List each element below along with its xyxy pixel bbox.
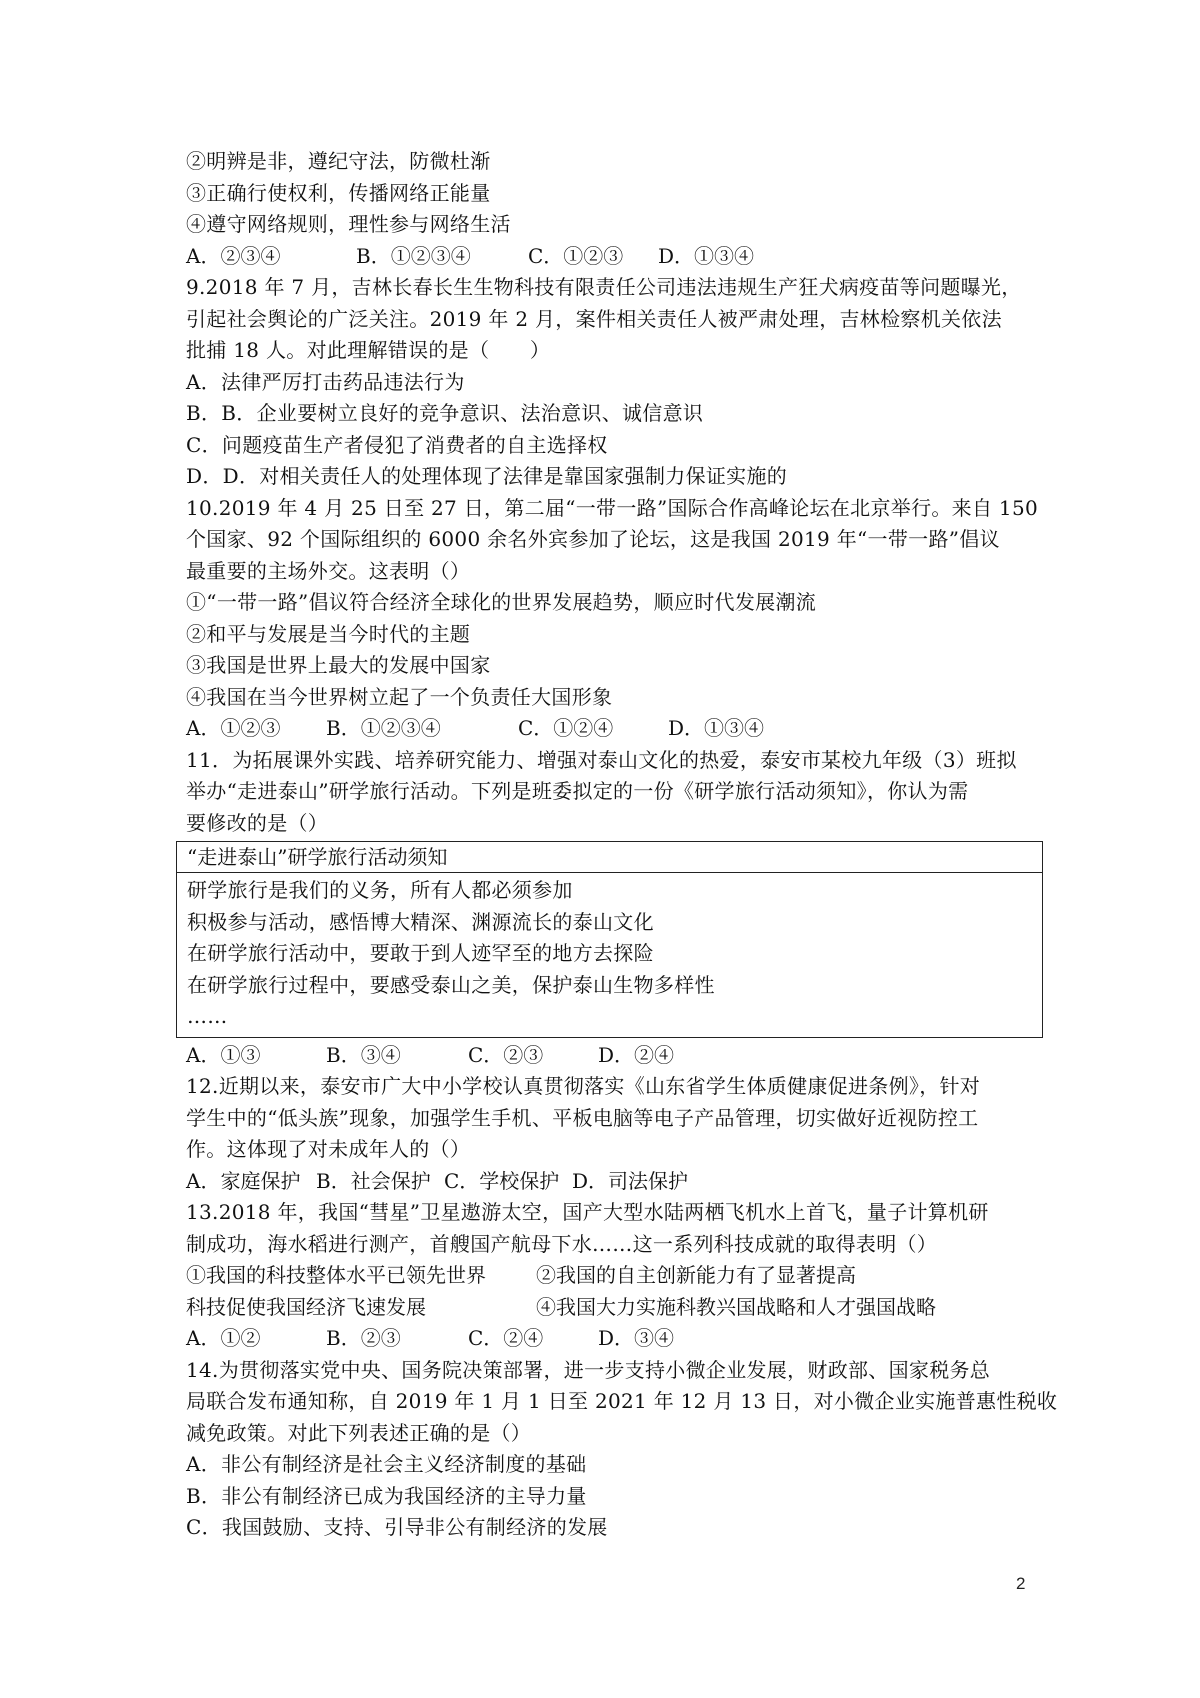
q13-stem-line-2: 制成功，海水稻进行测产，首艘国产航母下水……这一系列科技成就的取得表明（） [186, 1231, 938, 1256]
q12-stem-line-1: 12.近期以来，泰安市广大中小学校认真贯彻落实《山东省学生体质健康促进条例》，针对 [186, 1074, 981, 1098]
q13-option-d: D．③④ [598, 1326, 675, 1350]
q11-notice-title: “走进泰山”研学旅行活动须知 [177, 842, 1042, 873]
q11-option-d: D．②④ [598, 1042, 675, 1067]
question-8-tail [186, 146, 1046, 272]
q14-stem-line-2: 局联合发布通知称，自 2019 年 1 月 1 日至 2021 年 12 月 13 日，对小微企业实施普惠性税收 [186, 1389, 1058, 1413]
q9-option-b: B．B．企业要树立良好的竞争意识、法治意识、诚信意识 [186, 401, 704, 425]
q13-options [186, 1323, 1046, 1355]
q12-option-d: D．司法保护 [572, 1168, 689, 1193]
q9-option-a: A．法律严厉打击药品违法行为 [186, 369, 465, 394]
q10-item-1: ①“一带一路”倡议符合经济全球化的世界发展趋势，顺应时代发展潮流 [186, 590, 817, 614]
q10-stem-line-3: 最重要的主场外交。这表明（） [186, 558, 471, 583]
q13-item-2: ②我国的自主创新能力有了显著提高 [536, 1263, 856, 1287]
exam-page-content [186, 146, 1058, 1544]
q13-option-b: B．②③ [326, 1326, 401, 1350]
q12-option-a: A．家庭保护 [186, 1168, 301, 1193]
q11-options [186, 1040, 1046, 1072]
q10-stem-line-1: 10.2019 年 4 月 25 日至 27 日，第二届“一带一路”国际合作高峰论坛在北京举行。来自 150 [186, 495, 1039, 520]
q14-option-a: A．非公有制经济是社会主义经济制度的基础 [186, 1452, 587, 1476]
q14-stem-line-1: 14.为贯彻落实党中央、国务院决策部署，进一步支持小微企业发展，财政部、国家税务总 [186, 1357, 991, 1382]
q8-option-b: B．①②③④ [356, 243, 471, 268]
q11-stem-line-3: 要修改的是（） [186, 810, 329, 835]
q11-notice-ellipsis: …… [187, 1004, 228, 1028]
q13-option-c: C．②④ [468, 1326, 544, 1350]
q11-option-c: C．②③ [468, 1042, 544, 1067]
q11-notice-item-3: 在研学旅行活动中，要敢于到人迹罕至的地方去探险 [187, 941, 654, 965]
q9-stem-line-3: 批捕 18 人。对此理解错误的是（ ） [186, 338, 551, 362]
q9-option-d: D．D．对相关责任人的处理体现了法律是靠国家强制力保证实施的 [186, 464, 788, 488]
q11-stem-line-2: 举办“走进泰山”研学旅行活动。下列是班委拟定的一份《研学旅行活动须知》，你认为需 [186, 779, 969, 803]
q13-item-4: ④我国大力实施科教兴国战略和人才强国战略 [536, 1294, 936, 1319]
q14-option-b: B．非公有制经济已成为我国经济的主导力量 [186, 1483, 587, 1508]
q13-item-3: 科技促使我国经济飞速发展 [186, 1294, 426, 1319]
q14-option-c: C．我国鼓励、支持、引导非公有制经济的发展 [186, 1515, 608, 1539]
q9-option-c: C．问题疫苗生产者侵犯了消费者的自主选择权 [186, 432, 608, 457]
q10-item-3: ③我国是世界上最大的发展中国家 [186, 653, 491, 677]
q10-option-c: C．①②④ [518, 716, 614, 740]
q8-options [186, 241, 1046, 273]
q8-option-d: D．①③④ [658, 243, 755, 268]
q11-option-b: B．③④ [326, 1042, 401, 1067]
q8-item-2: ②明辨是非，遵纪守法，防微杜渐 [186, 149, 491, 173]
q9-stem-line-1: 9.2018 年 7 月，吉林长春长生生物科技有限责任公司违法违规生产狂犬病疫苗等问题曝光， [186, 275, 1022, 299]
q12-option-b: B．社会保护 [316, 1168, 431, 1193]
q11-notice-item-4: 在研学旅行过程中，要感受泰山之美，保护泰山生物多样性 [187, 972, 715, 997]
q10-item-4: ④我国在当今世界树立起了一个负责任大国形象 [186, 684, 613, 709]
q11-option-a: A．①③ [186, 1042, 261, 1067]
question-9 [186, 272, 1046, 493]
q11-notice-table [176, 841, 1043, 1038]
q8-option-a: A．②③④ [186, 243, 281, 268]
q13-option-a: A．①② [186, 1326, 261, 1350]
question-12 [186, 1071, 1046, 1197]
q10-stem-line-2: 个国家、92 个国际组织的 6000 余名外宾参加了论坛，这是我国 2019 年“一带一路”倡议 [186, 527, 1000, 551]
q11-notice-item-2: 积极参与活动，感悟博大精深、渊源流长的泰山文化 [187, 909, 654, 934]
q12-stem-line-3: 作。这体现了对未成年人的（） [186, 1137, 471, 1161]
page-number: 2 [1016, 1574, 1026, 1593]
q11-notice-item-1: 研学旅行是我们的义务，所有人都必须参加 [187, 878, 573, 902]
q10-option-d: D．①③④ [668, 716, 765, 740]
q13-items-row-1 [186, 1260, 1046, 1292]
question-11 [186, 745, 1046, 1072]
question-10 [186, 493, 1046, 745]
q12-option-c: C．学校保护 [444, 1168, 560, 1193]
q10-options [186, 713, 1046, 745]
question-14 [186, 1355, 1058, 1544]
q13-stem-line-1: 13.2018 年，我国“彗星”卫星遨游太空，国产大型水陆两栖飞机水上首飞，量子计算机研 [186, 1200, 989, 1224]
q11-notice-body [177, 873, 1042, 1037]
q10-option-b: B．①②③④ [326, 716, 441, 740]
q13-items-row-2 [186, 1292, 1046, 1324]
q10-item-2: ②和平与发展是当今时代的主题 [186, 621, 471, 646]
q13-item-1: ①我国的科技整体水平已领先世界 [186, 1263, 486, 1287]
q11-stem-line-1: 11．为拓展课外实践、培养研究能力、增强对泰山文化的热爱，泰安市某校九年级（3）班拟 [186, 747, 1017, 772]
q8-item-4: ④遵守网络规则，理性参与网络生活 [186, 212, 511, 236]
q12-options [186, 1166, 1046, 1198]
q8-item-3: ③正确行使权利，传播网络正能量 [186, 180, 491, 205]
q12-stem-line-2: 学生中的“低头族”现象，加强学生手机、平板电脑等电子产品管理，切实做好近视防控工 [186, 1105, 979, 1130]
q10-option-a: A．①②③ [186, 716, 281, 740]
question-13 [186, 1197, 1046, 1355]
q14-stem-line-3: 减免政策。对此下列表述正确的是（） [186, 1420, 532, 1445]
q9-stem-line-2: 引起社会舆论的广泛关注。2019 年 2 月，案件相关责任人被严肃处理，吉林检察机关依法 [186, 306, 1002, 331]
q8-option-c: C．①②③ [528, 243, 624, 268]
